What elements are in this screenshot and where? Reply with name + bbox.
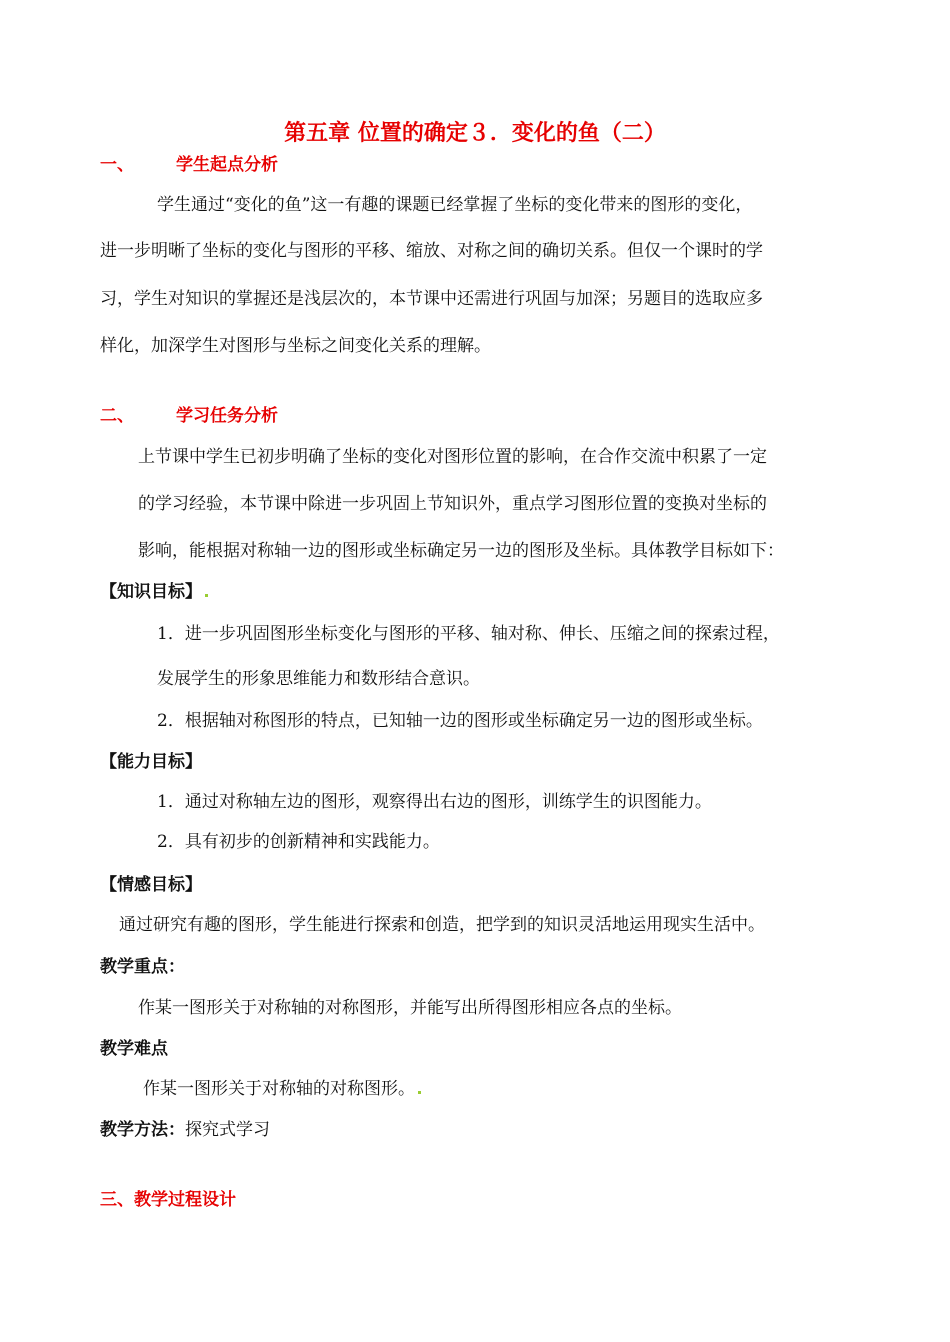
teaching-difficulty-heading: 教学难点 xyxy=(100,1039,168,1059)
section-2-heading xyxy=(100,401,278,426)
teaching-method-text: 探究式学习 xyxy=(185,1120,270,1140)
teaching-key-text: 作某一图形关于对称轴的对称图形，并能写出所得图形相应各点的坐标。 xyxy=(138,998,682,1018)
knowledge-item-2: 2．根据轴对称图形的特点，已知轴一边的图形或坐标确定另一边的图形或坐标。 xyxy=(157,711,763,731)
s2-line-3: 影响，能根据对称轴一边的图形或坐标确定另一边的图形及坐标。具体教学目标如下： xyxy=(138,541,784,561)
s1-line-3: 习，学生对知识的掌握还是浅层次的，本节课中还需进行巩固与加深；另题目的选取应多 xyxy=(100,289,763,309)
s2-line-2: 的学习经验，本节课中除进一步巩固上节知识外，重点学习图形位置的变换对坐标的 xyxy=(138,494,767,514)
section-3-heading: 三、教学过程设计 xyxy=(100,1190,236,1210)
teaching-difficulty-text: 作某一图形关于对称轴的对称图形。 xyxy=(143,1079,415,1099)
knowledge-goals-title: 【知识目标】 xyxy=(100,582,202,602)
teaching-method-line xyxy=(100,1115,270,1140)
section-1-number: 一、 xyxy=(100,155,134,175)
section-1-title: 学生起点分析 xyxy=(176,155,278,175)
ability-item-1: 1．通过对称轴左边的图形，观察得出右边的图形，训练学生的识图能力。 xyxy=(157,792,712,812)
s1-line-2: 进一步明晰了坐标的变化与图形的平移、缩放、对称之间的确切关系。但仅一个课时的学 xyxy=(100,241,763,261)
ability-item-2: 2．具有初步的创新精神和实践能力。 xyxy=(157,832,440,852)
marker-dot xyxy=(205,594,208,597)
section-2-title: 学习任务分析 xyxy=(176,406,278,426)
knowledge-item-1: 1．进一步巩固图形坐标变化与图形的平移、轴对称、伸长、压缩之间的探索过程， xyxy=(157,624,780,644)
knowledge-goals-heading xyxy=(100,577,208,602)
teaching-method-heading: 教学方法： xyxy=(100,1120,185,1140)
s1-line-1: 学生通过“变化的鱼”这一有趣的课题已经掌握了坐标的变化带来的图形的变化， xyxy=(157,195,753,215)
marker-dot xyxy=(418,1091,421,1094)
emotion-goals-text: 通过研究有趣的图形，学生能进行探索和创造，把学到的知识灵活地运用现实生活中。 xyxy=(119,915,765,935)
s2-line-1: 上节课中学生已初步明确了坐标的变化对图形位置的影响，在合作交流中积累了一定 xyxy=(138,447,767,467)
teaching-key-heading: 教学重点： xyxy=(100,957,185,977)
emotion-goals-heading: 【情感目标】 xyxy=(100,875,202,895)
section-2-number: 二、 xyxy=(100,406,134,426)
page-title: 第五章 位置的确定３．变化的鱼（二） xyxy=(284,121,666,146)
s1-line-4: 样化，加深学生对图形与坐标之间变化关系的理解。 xyxy=(100,336,491,356)
section-1-heading xyxy=(100,150,278,175)
knowledge-item-1-cont: 发展学生的形象思维能力和数形结合意识。 xyxy=(157,669,480,689)
ability-goals-heading: 【能力目标】 xyxy=(100,752,202,772)
teaching-difficulty-line xyxy=(143,1074,421,1099)
